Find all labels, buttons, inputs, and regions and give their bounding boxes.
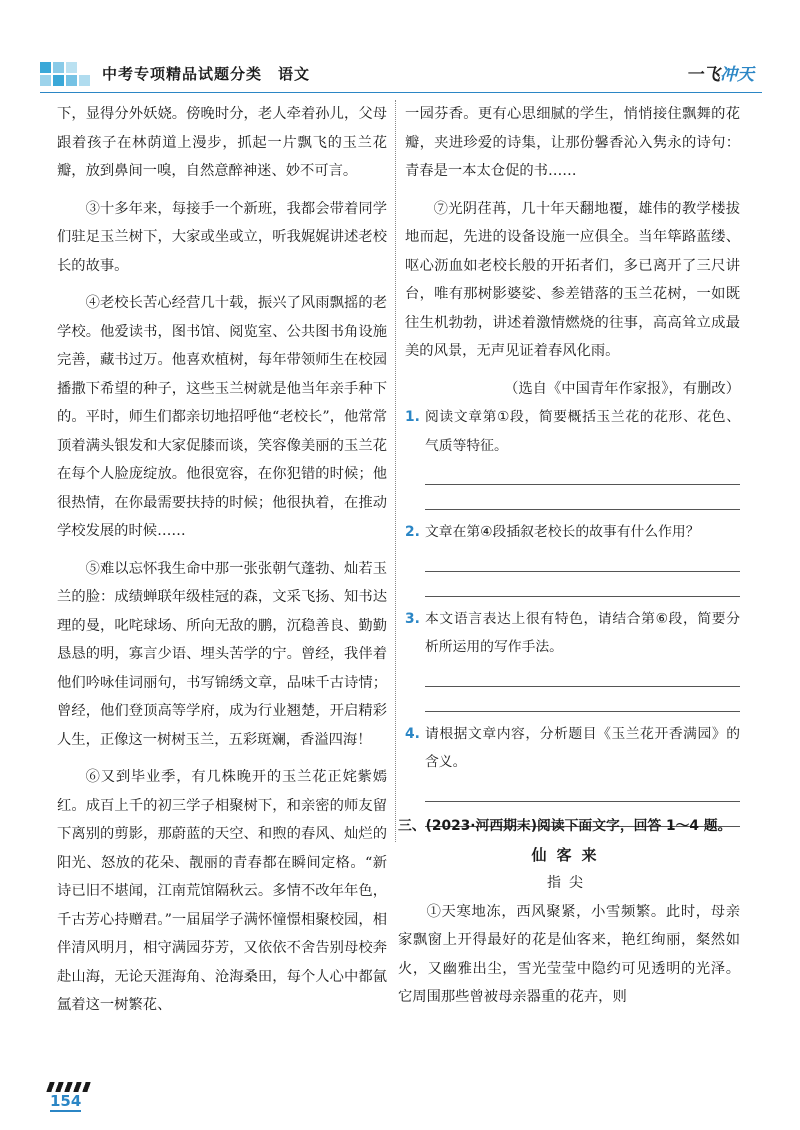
right-continuation: 一园芬香。更有心思细腻的学生，悄悄接住飘舞的花瓣，夹进珍爱的诗集，让那份馨香沁入隽永的诗句：青春是一本太仓促的书……: [405, 106, 740, 179]
right-column: [405, 100, 740, 837]
answer-line[interactable]: [425, 662, 740, 687]
answer-line[interactable]: [425, 485, 740, 510]
question-number: 2.: [405, 524, 420, 540]
answer-line[interactable]: [425, 572, 740, 597]
left-column: [57, 100, 387, 1020]
article-author: 指尖: [547, 875, 591, 891]
header-title: 中考专项精品试题分类 语文: [102, 65, 311, 83]
question-number: 4.: [405, 725, 420, 742]
article-paragraph-1: ①天寒地冻，西风聚紧，小雪频繁。此时，母亲家飘窗上开得最好的花是仙客来，艳红绚丽，粲然如火，又幽雅出尘，雪光莹莹中隐约可见透明的光泽。它周围那些曾被母亲器重的花卉，则: [398, 903, 740, 1005]
question-number: 1.: [405, 409, 420, 425]
question-3: [405, 605, 740, 662]
page-header: [40, 60, 760, 92]
question-number: 3.: [405, 610, 420, 627]
clapper-stripe-icon: [46, 1082, 94, 1092]
left-paragraph: ④老校长苦心经营几十载，振兴了风雨飘摇的老学校。他爱读书，图书馆、阅览室、公共图书角设施完善，藏书过万。他喜欢植树，每年带领师生在校园播撒下希望的种子，这些玉兰树就是他当年亲手种下的。平时，师生们都亲切地招呼他“老校长”，他常常顶着满头银发和大家促膝而谈，笑容像美丽的玉兰花在每个人脸庞绽放。他很宽容，在你犯错的时候；他很热情，在你最需要扶持的时候；他很执着，在推动学校发展的时候……: [57, 295, 387, 539]
question-text: 请根据文章内容，分析题目《玉兰花开香满园》的含义。: [425, 725, 740, 770]
header-rule: [40, 92, 762, 93]
page-number-badge: [40, 1082, 100, 1116]
article-title: 仙客来: [531, 845, 607, 864]
section-heading: 三、(2023·河西期末)阅读下面文字，回答 1～4 题。: [398, 818, 732, 834]
section-three: [398, 812, 740, 1012]
left-paragraph: 下，显得分外妖娆。傍晚时分，老人牵着孙儿，父母跟着孩子在林荫道上漫步，抓起一片飘飞的玉兰花瓣，放到鼻间一嗅，自然意醉神迷、妙不可言。: [57, 106, 387, 179]
brand-part2: 冲天: [720, 65, 754, 85]
left-paragraph: ③十多年来，每接手一个新班，我都会带着同学们驻足玉兰树下，大家或坐或立，听我娓娓讲述老校长的故事。: [57, 200, 387, 274]
header-logo-icon: [40, 62, 98, 90]
left-paragraph: ⑥又到毕业季，有几株晚开的玉兰花正姹紫嫣红。成百上千的初三学子相聚树下，和亲密的师友留下离别的剪影，那蔚蓝的天空、和煦的春风、灿烂的阳光、怒放的花朵、靓丽的青春都在瞬间定格。“新诗已旧不堪闻，江南荒馆隔秋云。多情不改年年色，千古芳心持赠君。”一届届学子满怀憧憬相聚校园，相伴清风明月，相守满园芬芳，又依依不舍告别母校奔赴山海，无论天涯海角、沧海桑田，每个人心中都氤氲着这一树繁花、: [57, 769, 387, 1013]
source-citation: （选自《中国青年作家报》，有删改）: [504, 380, 740, 397]
question-text: 文章在第④段插叙老校长的故事有什么作用？: [425, 524, 700, 540]
answer-line[interactable]: [425, 687, 740, 712]
question-4: [405, 720, 740, 777]
answer-line[interactable]: [425, 460, 740, 485]
brand-logo: [686, 60, 754, 85]
left-paragraph: ⑤难以忘怀我生命中那一张张朝气蓬勃、灿若玉兰的脸：成绩蝉联年级桂冠的森，文采飞扬、知书达理的曼，叱咤球场、所向无敌的鹏，沉稳善良、勤勤恳恳的明，寡言少语、埋头苦学的宁。曾经，我伴着他们吟咏佳词丽句，书写锦绣文章，品味千古诗情；曾经，他们登顶高等学府，成为行业翘楚，开启精彩人生，正像这一树树玉兰，五彩斑斓，香溢四海！: [57, 560, 387, 748]
page-number: 154: [50, 1092, 82, 1110]
paragraph-7: ⑦光阴荏苒，几十年天翻地覆，雄伟的教学楼拔地而起，先进的设备设施一应俱全。当年筚路蓝缕、呕心沥血如老校长般的开拓者们，多已离开了三尺讲台，唯有那树影婆娑、参差错落的玉兰花树，一如既往生机勃勃，讲述着激情燃烧的往事，高高耸立成最美的风景，无声见证着春风化雨。: [405, 200, 740, 359]
question-2: [405, 518, 740, 547]
question-text: 阅读文章第①段，简要概括玉兰花的花形、花色、气质等特征。: [425, 409, 740, 454]
question-1: [405, 403, 740, 460]
answer-line[interactable]: [425, 777, 740, 802]
column-divider: [395, 100, 396, 842]
answer-line[interactable]: [425, 547, 740, 572]
brand-part1: 一飞: [686, 65, 720, 85]
question-text: 本文语言表达上很有特色，请结合第⑥段，简要分析所运用的写作手法。: [425, 610, 740, 655]
